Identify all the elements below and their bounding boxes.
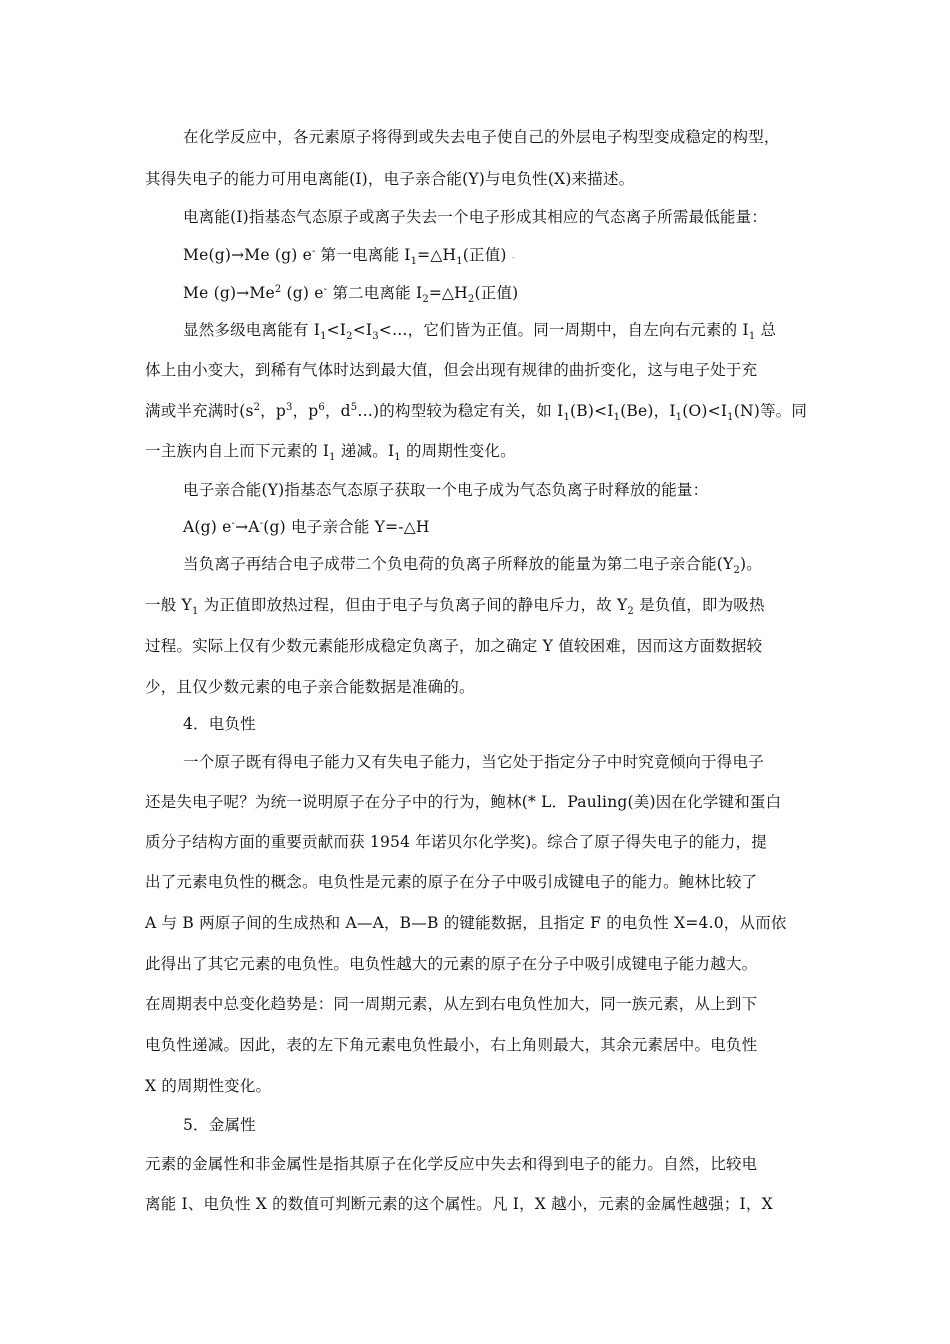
section-heading-electronegativity: 4．电负性	[183, 715, 256, 733]
paragraph-line: 显然多级电离能有 $I_1<I_2<I_3<\dots$，它们皆为正值。同一周期中，自左向右元素的 $I_1$ 总	[183, 321, 777, 343]
equation-first-ionization: Me(g)→Me (g) e- 第一电离能 $I_1=\triangle H_1$(正值) -	[183, 245, 515, 268]
paragraph-line: 质分子结构方面的重要贡献而获 1954 年诺贝尔化学奖)。综合了原子得失电子的能力，提	[145, 833, 767, 851]
paragraph-line: 当负离子再结合电子成带二个负电荷的负离子所释放的能量为第二电子亲合能$(Y_2)$。	[183, 555, 762, 577]
paragraph-line: 体上由小变大，到稀有气体时达到最大值，但会出现有规律的曲折变化，这与电子处于充	[145, 361, 758, 379]
paragraph-line: 少，且仅少数元素的电子亲合能数据是准确的。	[145, 678, 475, 696]
paragraph-line: 此得出了其它元素的电负性。电负性越大的元素的原子在分子中吸引成键电子能力越大。	[145, 955, 758, 973]
paragraph-line: 还是失电子呢？为统一说明原子在分子中的行为，鲍林(* L．Pauling(美)因在化学键和蛋白	[145, 793, 782, 811]
paragraph-line: 出了元素电负性的概念。电负性是元素的原子在分子中吸引成键电子的能力。鲍林比较了	[145, 873, 758, 891]
paragraph-line: X 的周期性变化。	[145, 1077, 272, 1095]
paragraph-line: 电子亲合能(Y)指基态气态原子获取一个电子成为气态负离子时释放的能量：	[183, 481, 709, 499]
paragraph-line: 电负性递减。因此，表的左下角元素电负性最小，右上角则最大，其余元素居中。电负性	[145, 1036, 758, 1054]
equation-second-ionization: Me $(g)\to Me^2$ (g) e- 第二电离能 $I_2=\triangle H_2$(正值)	[183, 283, 519, 306]
paragraph-line: 其得失电子的能力可用电离能(I)，电子亲合能(Y)与电负性(X)来描述。	[145, 170, 635, 188]
paragraph-line: 元素的金属性和非金属性是指其原子在化学反应中失去和得到电子的能力。自然，比较电	[145, 1155, 758, 1173]
equation-electron-affinity: A(g) e-→A-(g) 电子亲合能 Y=-△H	[183, 517, 430, 536]
paragraph-line: 在化学反应中，各元素原子将得到或失去电子使自己的外层电子构型变成稳定的构型，	[183, 128, 780, 146]
paragraph-line: 一个原子既有得电子能力又有失电子能力，当它处于指定分子中时究竟倾向于得电子	[183, 753, 764, 771]
paragraph-line: 过程。实际上仅有少数元素能形成稳定负离子，加之确定 Y 值较困难，因而这方面数据较	[145, 637, 763, 655]
paragraph-line: 一般 $Y_1$ 为正值即放热过程，但由于电子与负离子间的静电斥力，故 $Y_2$ 是负值，即为吸热	[145, 596, 765, 618]
paragraph-line: 在周期表中总变化趋势是：同一周期元素，从左到右电负性加大，同一族元素，从上到下	[145, 995, 758, 1013]
section-heading-metallicity: 5．金属性	[183, 1116, 256, 1134]
paragraph-line: 离能 I、电负性 X 的数值可判断元素的这个属性。凡 I，X 越小，元素的金属性越强；I，X	[145, 1195, 773, 1213]
paragraph-line: 满或半充满时($s^2$，$p^3$，$p^6$，$d^5\dots$)的构型较为稳定有关，如 $I_1(B)<I_1(Be)$，$I_1(O)<I_1(N)$等。同	[145, 401, 808, 424]
paragraph-line: 一主族内自上而下元素的 $I_1$ 递减。$I_1$ 的周期性变化。	[145, 442, 516, 464]
paragraph-line: A 与 B 两原子间的生成热和 A—A，B—B 的键能数据，且指定 F 的电负性 X=4.0，从而依	[145, 914, 787, 932]
paragraph-line: 电离能(I)指基态气态原子或离子失去一个电子形成其相应的气态离子所需最低能量：	[183, 208, 768, 226]
